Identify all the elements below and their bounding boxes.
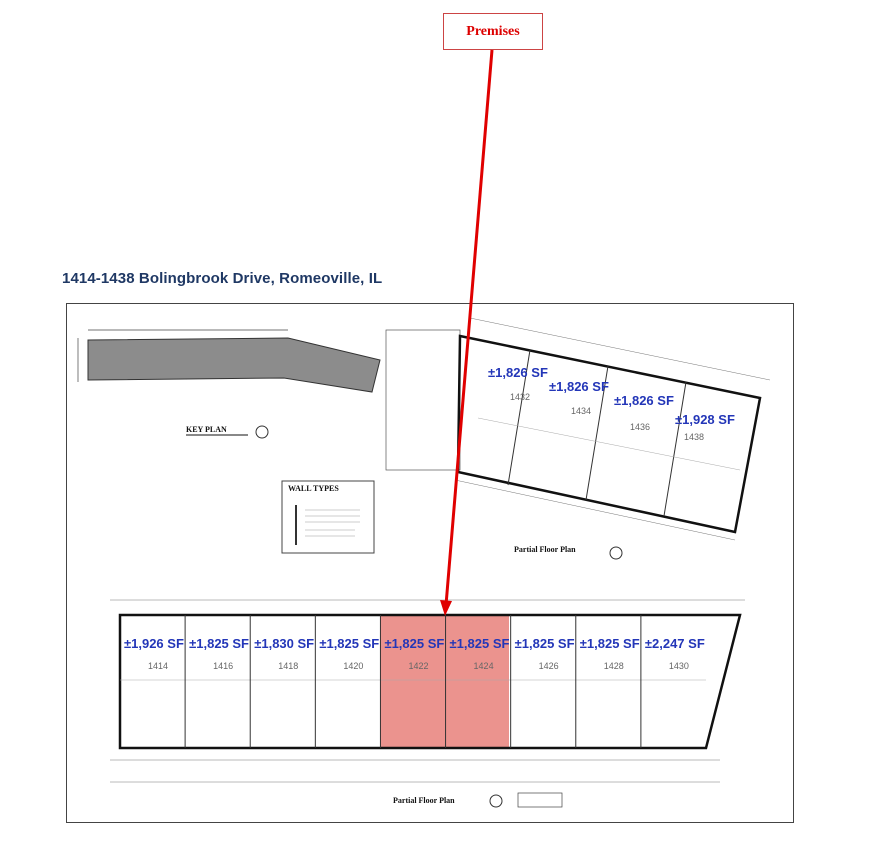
unit-area-label: ±1,825 SF bbox=[189, 636, 250, 651]
unit-suite-number: 1414 bbox=[148, 661, 169, 671]
unit-suite-number: 1432 bbox=[510, 392, 531, 402]
unit-suite-number: 1438 bbox=[684, 432, 705, 442]
page-title: 1414-1438 Bolingbrook Drive, Romeoville, IL bbox=[62, 270, 383, 287]
unit-suite-number: 1424 bbox=[473, 661, 494, 671]
unit-area-label: ±1,825 SF bbox=[384, 636, 445, 651]
unit-area-label: ±1,825 SF bbox=[319, 636, 380, 651]
north-arrow-icon bbox=[610, 547, 622, 559]
key-plan bbox=[78, 330, 380, 438]
unit-suite-number: 1416 bbox=[213, 661, 234, 671]
unit-suite-number: 1418 bbox=[278, 661, 299, 671]
unit-suite-number: 1430 bbox=[668, 661, 689, 671]
unit-suite-number: 1422 bbox=[408, 661, 429, 671]
unit-area-label: ±1,825 SF bbox=[449, 636, 510, 651]
upper-plan-units bbox=[488, 365, 735, 442]
unit-area-label: ±1,826 SF bbox=[549, 379, 609, 394]
unit-area-label: ±1,826 SF bbox=[614, 393, 674, 408]
premises-callout-label: Premises bbox=[443, 13, 543, 50]
wall-types-title: WALL TYPES bbox=[288, 484, 339, 493]
north-arrow-icon bbox=[256, 426, 268, 438]
unit-suite-number: 1434 bbox=[571, 406, 592, 416]
arrow-head-icon bbox=[440, 600, 452, 616]
upper-floor-plan bbox=[386, 318, 770, 559]
unit-suite-number: 1428 bbox=[603, 661, 624, 671]
unit-suite-number: 1420 bbox=[343, 661, 364, 671]
key-plan-title: KEY PLAN bbox=[186, 425, 227, 434]
unit-area-label: ±1,830 SF bbox=[254, 636, 315, 651]
lower-floor-plan bbox=[110, 600, 745, 807]
lower-plan-caption: Partial Floor Plan bbox=[393, 796, 455, 805]
unit-area-label: ±1,825 SF bbox=[514, 636, 575, 651]
upper-plan-caption: Partial Floor Plan bbox=[514, 545, 576, 554]
north-arrow-icon bbox=[490, 795, 502, 807]
unit-area-label: ±1,928 SF bbox=[675, 412, 735, 427]
unit-area-label: ±2,247 SF bbox=[644, 636, 705, 651]
unit-suite-number: 1426 bbox=[538, 661, 559, 671]
premises-highlight bbox=[380, 615, 509, 748]
unit-area-label: ±1,826 SF bbox=[488, 365, 548, 380]
unit-area-label: ±1,825 SF bbox=[579, 636, 640, 651]
unit-suite-number: 1436 bbox=[630, 422, 651, 432]
wall-types-legend bbox=[282, 481, 374, 553]
premises-arrow bbox=[440, 50, 492, 616]
unit-area-label: ±1,926 SF bbox=[124, 636, 184, 651]
